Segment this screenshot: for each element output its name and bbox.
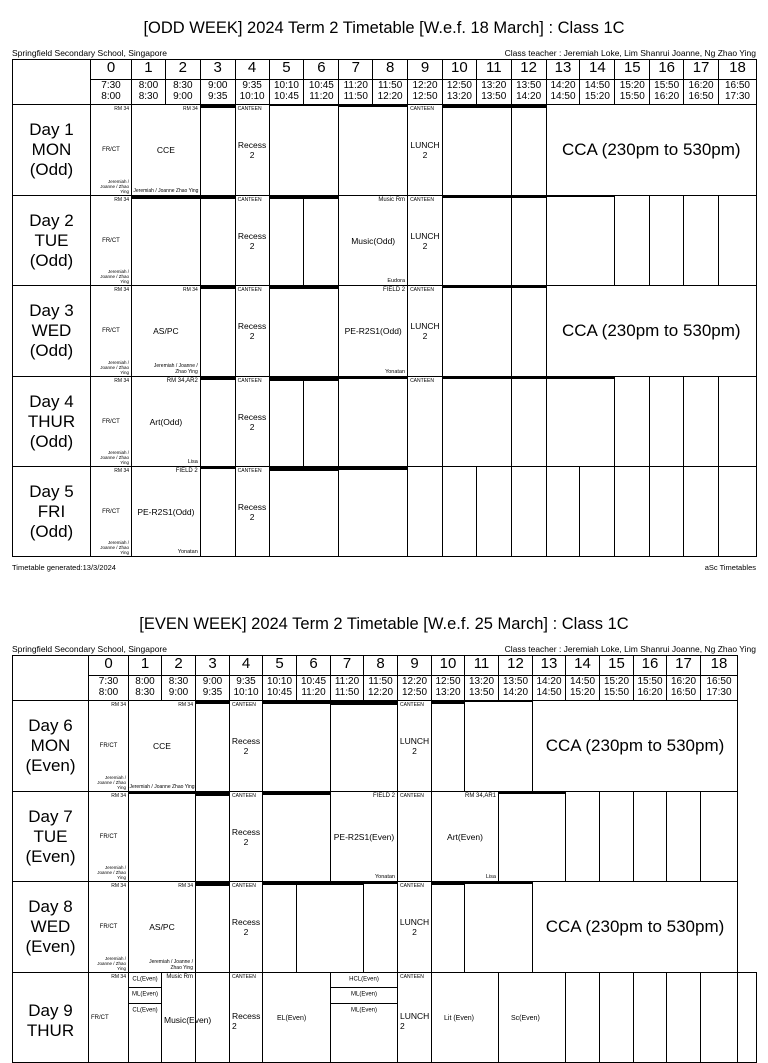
lesson-cell[interactable] [269, 105, 339, 196]
cca-cell: CCA (230pm to 530pm) [533, 701, 738, 792]
recess-cell: CANTEEN Recess 2 [230, 973, 263, 1063]
lunch-cell: CANTEEN [408, 377, 443, 467]
recess-cell: CANTEEN Recess 2 [235, 377, 269, 467]
school-name: Springfield Secondary School, Singapore [12, 644, 167, 654]
lesson-cell[interactable] [304, 196, 339, 286]
empty-cell [511, 467, 546, 557]
period-time: 9:35 10:10 [235, 80, 269, 105]
period-time: 16:50 17:30 [718, 80, 756, 105]
period-header: 14 [566, 656, 600, 676]
period-header: 5 [263, 656, 297, 676]
recess-cell: CANTEEN Recess 2 [230, 792, 263, 882]
period-time: 10:45 11:20 [304, 80, 339, 105]
empty-cell [650, 196, 684, 286]
period-header: 12 [511, 60, 546, 80]
lesson-cell[interactable] [432, 701, 465, 792]
period-time: 13:20 13:50 [465, 676, 499, 701]
empty-cell [634, 792, 667, 882]
lesson-cell[interactable]: RM 34 CCE Jeremiah / Joanne Zhao Ying [129, 702, 195, 790]
empty-cell [546, 467, 580, 557]
lesson-cell[interactable] [200, 105, 235, 196]
class-teacher: Class teacher : Jeremiah Loke, Lim Shanrui Joanne, Ng Zhao Ying [504, 644, 756, 654]
period-header: 11 [465, 656, 499, 676]
day-label: Day 6 MON (Even) [13, 701, 89, 792]
lesson-cell[interactable]: RM 34,AR1 Art(Even) Lisa [432, 792, 499, 882]
day-row [13, 701, 757, 792]
period-time: 15:20 15:50 [615, 80, 650, 105]
period-time: 8:30 9:00 [162, 676, 196, 701]
empty-cell [650, 467, 684, 557]
period-time: 13:50 14:20 [511, 80, 546, 105]
period-time: 11:20 11:50 [339, 80, 373, 105]
empty-cell [442, 467, 476, 557]
lesson-cell[interactable] [511, 286, 546, 377]
lesson-cell[interactable] [269, 196, 304, 286]
lesson-cell[interactable] [442, 196, 511, 286]
lesson-cell[interactable] [331, 701, 398, 792]
day-row [13, 286, 757, 377]
period-header: 0 [89, 656, 129, 676]
period-time: 14:50 15:20 [566, 676, 600, 701]
empty-cell [684, 196, 719, 286]
lesson-cell[interactable]: RM 34 AS/PC Jeremiah / Joanne / Zhao Ying [129, 882, 196, 973]
period-time: 7:30 8:00 [89, 676, 129, 701]
recess-cell: CANTEEN Recess 2 [230, 882, 263, 973]
period-time-row [13, 676, 757, 701]
lesson-cell[interactable]: FIELD 2 PE-R2S1(Odd) Yonatan [339, 286, 408, 377]
period-time: 12:20 12:50 [398, 676, 432, 701]
lesson-cell[interactable] [304, 377, 339, 467]
empty-cell [580, 467, 615, 557]
lesson-cell[interactable] [339, 105, 408, 196]
day-label: Day 5 FRI (Odd) [13, 467, 91, 557]
lesson-cell[interactable] [511, 105, 546, 196]
lunch-cell: CANTEEN LUNCH 2 [398, 701, 432, 792]
period-time: 12:50 13:20 [442, 80, 476, 105]
lesson-cell[interactable]: Music Rm Music(Odd) Eudora [339, 196, 408, 286]
lesson-cell[interactable] [432, 882, 465, 973]
period-header: 18 [701, 656, 738, 676]
lesson-cell[interactable]: RM 34 FR/CT Jeremiah / Joanne / Zhao Ying [90, 286, 131, 377]
lesson-cell[interactable] [200, 467, 235, 557]
period-header: 13 [546, 60, 580, 80]
period-header: 13 [533, 656, 566, 676]
lesson-cell[interactable] [196, 701, 230, 792]
day-label: Day 2 TUE (Odd) [13, 196, 91, 286]
period-time: 14:20 14:50 [546, 80, 580, 105]
period-time: 10:45 11:20 [297, 676, 331, 701]
empty-cell [701, 792, 738, 882]
lesson-cell[interactable] [200, 286, 235, 377]
period-header: 10 [442, 60, 476, 80]
lesson-cell[interactable] [269, 286, 339, 377]
lesson-cell[interactable]: Music Rm Music(Even) [162, 973, 196, 1063]
lesson-cell[interactable] [511, 196, 546, 286]
period-header: 15 [600, 656, 634, 676]
lunch-cell: CANTEEN LUNCH 2 [408, 196, 443, 286]
lesson-cell[interactable]: RM 34 FR/CT Jeremiah / Joanne / Zhao Ying [90, 377, 131, 467]
period-header: 6 [304, 60, 339, 80]
empty-cell [718, 196, 756, 286]
lesson-cell[interactable] [269, 467, 339, 557]
lesson-cell[interactable]: RM 34 CCE Jeremiah / Joanne Zhao Ying [133, 106, 199, 194]
period-time: 11:50 12:20 [373, 80, 408, 105]
lesson-cell[interactable] [196, 792, 230, 882]
day-label: Day 8 WED (Even) [13, 882, 89, 973]
lesson-cell[interactable] [263, 792, 331, 882]
empty-cell [634, 973, 667, 1063]
period-header: 2 [165, 60, 200, 80]
period-header: 11 [476, 60, 511, 80]
period-time: 8:00 8:30 [132, 80, 166, 105]
day-label: Day 7 TUE (Even) [13, 792, 89, 882]
lesson-cell[interactable] [465, 882, 533, 973]
day-row [13, 105, 757, 196]
period-time: 15:50 16:20 [634, 676, 667, 701]
lesson-cell[interactable]: RM 34 FR/CT Jeremiah / Joanne / Zhao Ying [89, 792, 129, 882]
empty-cell [600, 973, 634, 1063]
period-header: 3 [196, 656, 230, 676]
period-header: 4 [230, 656, 263, 676]
period-time: 14:50 15:20 [580, 80, 615, 105]
day-row [13, 196, 757, 286]
period-number-row [13, 60, 757, 80]
odd-timetable [12, 59, 757, 557]
lunch-cell: CANTEEN LUNCH 2 [398, 882, 432, 973]
period-header: 3 [200, 60, 235, 80]
day-row [13, 792, 757, 882]
lesson-cell[interactable] [132, 196, 201, 286]
period-time: 12:20 12:50 [408, 80, 443, 105]
day-row [13, 882, 757, 973]
empty-cell [650, 377, 684, 467]
lesson-cell[interactable]: RM 34 FR/CT Jeremiah / Joanne / Zhao Ying [90, 467, 131, 557]
period-time: 8:30 9:00 [165, 80, 200, 105]
lesson-cell[interactable]: EL(Even) [263, 973, 331, 1063]
period-header: 9 [398, 656, 432, 676]
period-header: 9 [408, 60, 443, 80]
period-time: 11:20 11:50 [331, 676, 364, 701]
period-time: 9:00 9:35 [196, 676, 230, 701]
even-timetable [12, 655, 757, 1063]
period-time: 10:10 10:45 [263, 676, 297, 701]
period-time: 7:30 8:00 [90, 80, 131, 105]
cca-cell: CCA (230pm to 530pm) [533, 882, 738, 973]
period-header: 12 [499, 656, 533, 676]
lunch-cell: CANTEEN LUNCH 2 [408, 286, 443, 377]
lesson-cell[interactable]: RM 34 FR/CT Jeremiah / Joanne / Zhao Ying [89, 701, 129, 792]
lesson-cell[interactable]: FIELD 2 PE-R2S1(Odd) Yonatan [132, 467, 201, 557]
lunch-cell: CANTEEN LUNCH 2 [398, 973, 432, 1063]
lesson-cell[interactable] [339, 467, 408, 557]
period-time: 10:10 10:45 [269, 80, 304, 105]
period-time: 8:00 8:30 [129, 676, 162, 701]
lesson-cell[interactable] [442, 377, 511, 467]
recess-cell: CANTEEN Recess 2 [235, 196, 269, 286]
period-number-row [13, 656, 757, 676]
lunch-cell: CANTEEN LUNCH 2 [408, 105, 443, 196]
period-header: 14 [580, 60, 615, 80]
lesson-cell[interactable] [297, 882, 364, 973]
empty-cell [701, 973, 738, 1063]
day-row [13, 467, 757, 557]
empty-cell [718, 377, 756, 467]
period-header: 10 [432, 656, 465, 676]
period-header: 2 [162, 656, 196, 676]
period-header: 1 [132, 60, 166, 80]
lesson-cell[interactable]: RM 34 AS/PC Jeremiah / Joanne / Zhao Ying [132, 286, 201, 377]
period-time: 16:20 16:50 [667, 676, 701, 701]
lesson-cell[interactable] [364, 882, 398, 973]
recess-cell: CANTEEN Recess 2 [235, 286, 269, 377]
period-time: 15:50 16:20 [650, 80, 684, 105]
lesson-cell[interactable] [269, 377, 304, 467]
day-label: Day 3 WED (Odd) [13, 286, 91, 377]
corner-cell [13, 656, 89, 701]
lesson-cell[interactable] [339, 377, 408, 467]
lesson-cell[interactable] [196, 882, 230, 973]
day-row [13, 973, 757, 1063]
lesson-cell[interactable] [263, 701, 331, 792]
odd-header-row [12, 48, 756, 58]
empty-cell [718, 467, 756, 557]
period-time: 16:20 16:50 [684, 80, 719, 105]
period-header: 8 [373, 60, 408, 80]
cca-cell: CCA (230pm to 530pm) [546, 105, 756, 196]
lesson-cell[interactable]: RM 34 FR/CT [89, 973, 129, 1063]
cca-cell: CCA (230pm to 530pm) [546, 286, 756, 377]
empty-cell [684, 467, 719, 557]
empty-cell [615, 377, 650, 467]
lesson-cell[interactable] [546, 196, 615, 286]
period-time: 12:50 13:20 [432, 676, 465, 701]
period-header: 4 [235, 60, 269, 80]
period-time: 15:20 15:50 [600, 676, 634, 701]
odd-footer [12, 563, 756, 572]
lesson-cell[interactable]: HCL(Even) ML(Even) ML(Even) [331, 973, 398, 1063]
lesson-cell[interactable] [511, 377, 546, 467]
class-teacher: Class teacher : Jeremiah Loke, Lim Shanrui Joanne, Ng Zhao Ying [504, 48, 756, 58]
empty-cell [667, 792, 701, 882]
lesson-cell[interactable] [546, 377, 615, 467]
empty-cell [684, 377, 719, 467]
period-header: 16 [634, 656, 667, 676]
period-header: 15 [615, 60, 650, 80]
lunch-cell: CANTEEN [398, 792, 432, 882]
lesson-cell[interactable] [263, 882, 297, 973]
even-header-row [12, 644, 756, 654]
day-label: Day 9 THUR [13, 973, 89, 1063]
empty-cell [667, 973, 701, 1063]
period-time: 14:20 14:50 [533, 676, 566, 701]
lesson-cell[interactable] [200, 196, 235, 286]
period-header: 7 [339, 60, 373, 80]
period-header: 8 [364, 656, 398, 676]
lesson-cell[interactable]: Sc(Even) [499, 973, 566, 1063]
recess-cell: CANTEEN Recess 2 [230, 701, 263, 792]
period-time: 9:35 10:10 [230, 676, 263, 701]
period-header: 18 [718, 60, 756, 80]
generated-date: Timetable generated:13/3/2024 [12, 563, 116, 572]
empty-cell [600, 792, 634, 882]
lesson-cell[interactable]: FIELD 2 PE-R2S1(Even) Yonatan [331, 792, 398, 882]
period-time: 16:50 17:30 [701, 676, 738, 701]
lesson-cell[interactable] [200, 377, 235, 467]
day-row [13, 377, 757, 467]
recess-cell: CANTEEN Recess 2 [235, 105, 269, 196]
empty-cell [408, 467, 443, 557]
period-header: 17 [667, 656, 701, 676]
empty-cell [615, 196, 650, 286]
lesson-cell[interactable] [499, 792, 566, 882]
period-header: 0 [90, 60, 131, 80]
period-header: 6 [297, 656, 331, 676]
period-header: 16 [650, 60, 684, 80]
odd-week-title: [ODD WEEK] 2024 Term 2 Timetable [W.e.f. 18 March] : Class 1C [143, 19, 625, 37]
lesson-cell[interactable] [442, 286, 511, 377]
lesson-cell[interactable] [196, 973, 230, 1063]
empty-cell [566, 973, 600, 1063]
lesson-cell[interactable]: RM 34,AR2 Art(Odd) Lisa [132, 377, 201, 467]
lesson-cell[interactable]: RM 34 FR/CT Jeremiah / Joanne / Zhao Ying [89, 882, 129, 973]
day-label: Day 1 MON (Odd) [13, 105, 91, 196]
lesson-cell[interactable] [129, 792, 196, 882]
period-time: 11:50 12:20 [364, 676, 398, 701]
lesson-cell[interactable]: Lit (Even) [432, 973, 499, 1063]
period-time: 13:50 14:20 [499, 676, 533, 701]
empty-cell [738, 973, 757, 1063]
period-time: 9:00 9:35 [200, 80, 235, 105]
period-time-row [13, 80, 757, 105]
period-time: 13:20 13:50 [476, 80, 511, 105]
period-header: 1 [129, 656, 162, 676]
period-header: 7 [331, 656, 364, 676]
lesson-cell[interactable]: CL(Even) ML(Even) CL(Even) [129, 973, 162, 1063]
corner-cell [13, 60, 91, 105]
even-week-title: [EVEN WEEK] 2024 Term 2 Timetable [W.e.f. 25 March] : Class 1C [139, 615, 629, 633]
period-header: 17 [684, 60, 719, 80]
lesson-cell[interactable] [465, 701, 533, 792]
lesson-cell[interactable] [442, 105, 511, 196]
lesson-cell[interactable]: RM 34 FR/CT Jeremiah / Joanne / Zhao Ying [90, 196, 131, 286]
empty-cell [566, 792, 600, 882]
empty-cell [615, 467, 650, 557]
asc-credit: aSc Timetables [704, 563, 756, 572]
school-name: Springfield Secondary School, Singapore [12, 48, 167, 58]
empty-cell [476, 467, 511, 557]
day-label: Day 4 THUR (Odd) [13, 377, 91, 467]
lesson-cell[interactable]: RM 34 FR/CT Jeremiah / Joanne / Zhao Ying [90, 105, 131, 196]
period-header: 5 [269, 60, 304, 80]
recess-cell: CANTEEN Recess 2 [235, 467, 269, 557]
